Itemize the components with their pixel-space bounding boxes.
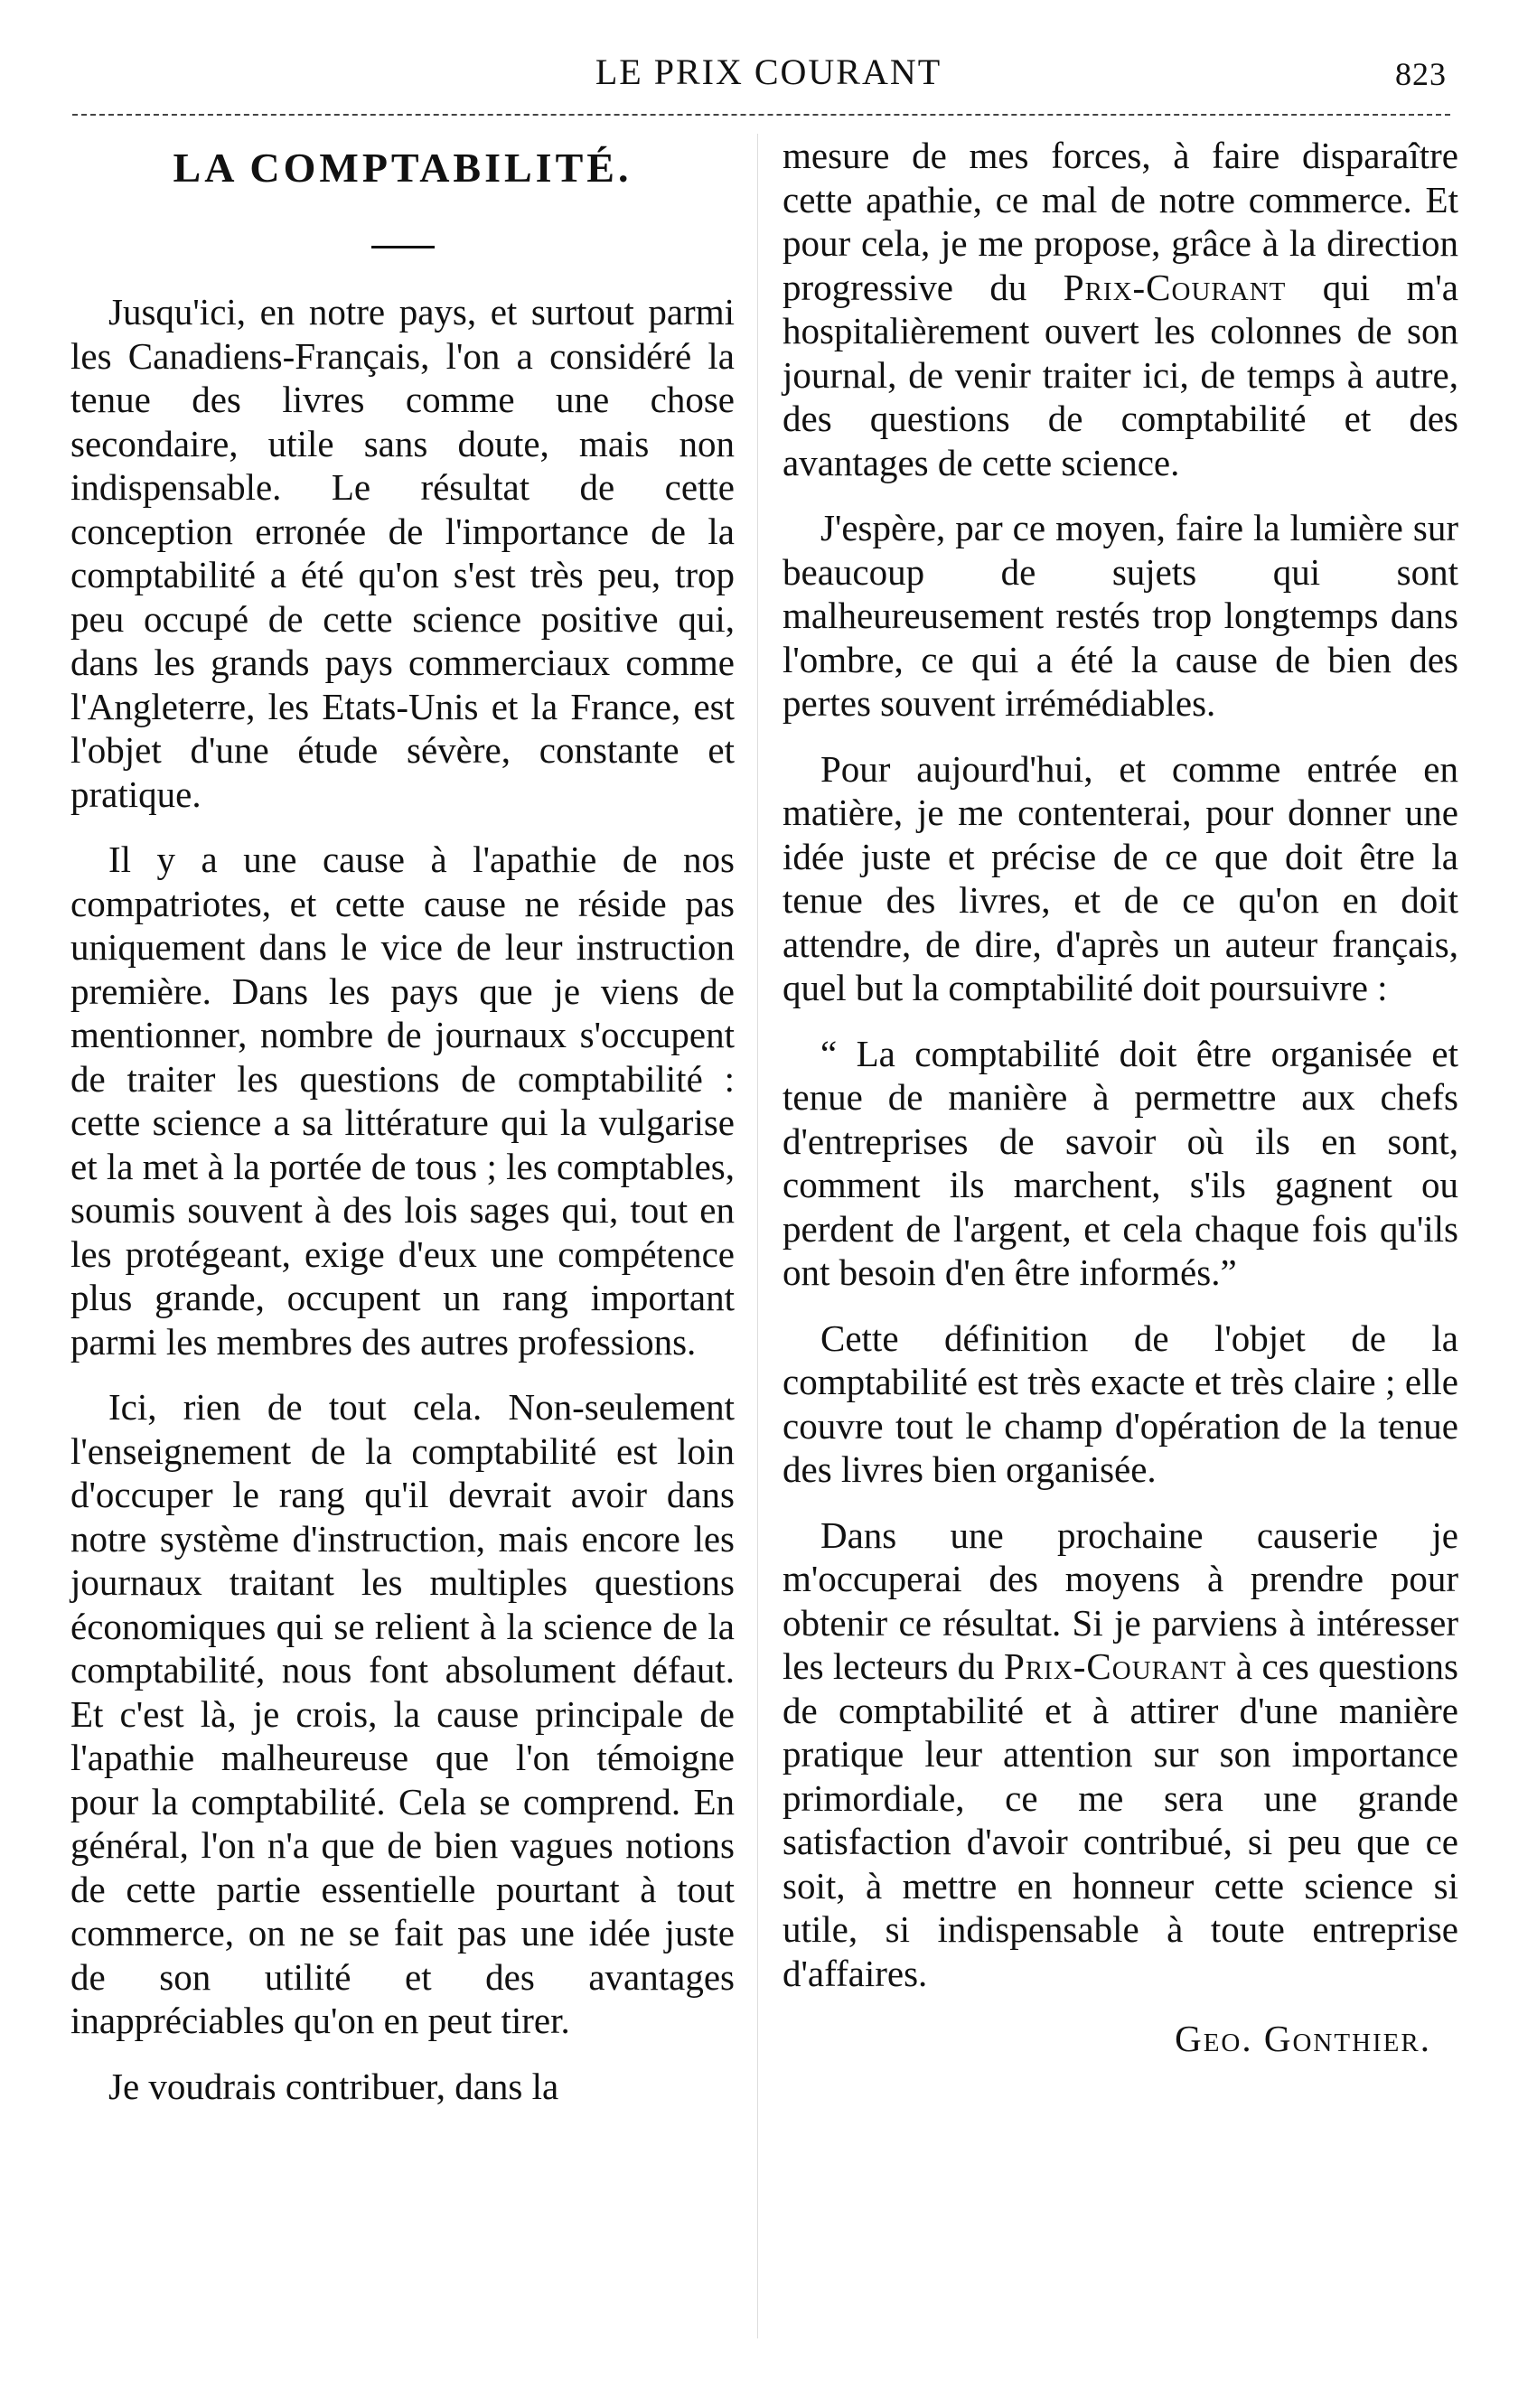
right-column [783,134,1458,2061]
title-rule [371,246,435,248]
paragraph-text: mesure de mes forces, à faire disparaître cette apathie, ce mal de notre commerce. Et pour cela, je me propose, grâce à la direction progressive du [783,135,1458,308]
newspaper-name: Prix-Courant [1004,1645,1227,1687]
paragraph-7: Cette définition de l'objet de la comptabilité est très exacte et très claire ; elle couvre tout le champ d'opération de la tenue des livres bien organisée. [783,1316,1458,1490]
quotation: “ La comptabilité doit être organisée et tenue de manière à permettre aux chefs d'entreprises de savoir où ils en sont, comment ils marchent, s'ils gagnent ou perdent de l'argent, et cela chaque fois qu'ils ont besoin d'en être informés.” [783,1032,1458,1293]
paragraph-1: Jusqu'ici, en notre pays, et surtout parmi les Canadiens-Français, l'on a considéré la tenue des livres comme une chose secondaire, utile sans doute, mais non indispensable. Le résultat de cette conception erronée de l'importance de la comptabilité a été qu'on s'est très peu, trop peu occupé de cette science positive qui, dans les grands pays commerciaux comme l'Angleterre, les Etats-Unis et la France, est l'objet d'une étude sévère, constante et pratique. [70,291,735,815]
page-number: 823 [1395,56,1447,92]
article-title: LA COMPTABILITÉ. [173,145,633,191]
paragraph-8 [783,1513,1458,1996]
newspaper-name: Prix-Courant [1063,266,1287,308]
paragraph-6: Pour aujourd'hui, et comme entrée en matière, je me contenterai, pour donner une idée juste et précise de ce que doit être la tenue des livres, et de ce qu'on en doit attendre, de dire, d'après un auteur français, quel but la comptabilité doit poursuivre : [783,747,1458,1008]
header-rule [72,114,1450,116]
left-column [70,134,735,2130]
column-divider [757,134,758,2338]
paragraph-2: Il y a une cause à l'apathie de nos compatriotes, et cette cause ne réside pas uniquement dans le vice de leur instruction première. Dans les pays que je viens de mentionner, nombre de journaux s'occupent de traiter les questions de comptabilité : cette science a sa littérature qui la vulgarise et la met à la portée de tous ; les comptables, soumis souvent à des lois sages qui, tout en les protégeant, exige d'eux une compétence plus grande, occupent un rang important parmi les membres des autres professions. [70,839,735,1363]
paragraph-text: à ces questions de comptabilité et à attirer d'une manière pratique leur attention sur son importance primordiale, ce me sera une grande satisfaction d'avoir contribué, si peu que ce soit, à mettre en honneur cette science si utile, si indispensable à toute entreprise d'affaires. [783,1645,1459,1994]
paragraph-text: qui m'a hospitalièrement ouvert les colonnes de son journal, de venir traiter ici, de temps à autre, des questions de comptabilité et des avantages de cette science. [783,266,1458,483]
paragraph-4-continued [783,134,1458,484]
running-title: LE PRIX COURANT [595,52,942,92]
author-signature: Geo. Gonthier. [1175,2018,1431,2059]
paragraph-4: Je voudrais contribuer, dans la [108,2065,559,2107]
paragraph-3: Ici, rien de tout cela. Non-seulement l'enseignement de la comptabilité est loin d'occuper le rang qu'il devrait avoir dans notre système d'instruction, mais encore les journaux traitant les multiples questions économiques qui se relient à la science de la comptabilité, nous font absolument défaut. Et c'est là, je crois, la cause principale de l'apathie malheureuse que l'on témoigne pour la comptabilité. Cela se comprend. En général, l'on n'a que de bien vagues notions de cette partie essentielle pourtant à tout commerce, on ne se fait pas une idée juste de son utilité et des avantages inappréciables qu'on en peut tirer. [70,1386,735,2041]
paragraph-5: J'espère, par ce moyen, faire la lumière sur beaucoup de sujets qui sont malheureusement restés trop longtemps dans l'ombre, ce qui a été la cause de bien des pertes souvent irrémédiables. [783,507,1458,724]
paragraph-text: Dans une prochaine causerie je m'occuperai des moyens à prendre pour obtenir ce résultat. Si je parviens à intéresser les lecteurs du [783,1513,1458,1687]
